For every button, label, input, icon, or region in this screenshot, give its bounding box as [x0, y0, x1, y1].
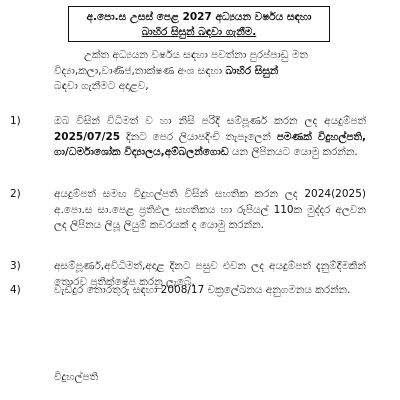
intro-highlight: බාහිර සිසුන් [225, 64, 279, 77]
deadline-date: 2025/07/25 [54, 130, 121, 143]
title-line-2: බාහිර සිසුන් බඳවා ගැනීම. [141, 26, 257, 38]
item-number-2: 2) [10, 188, 21, 200]
item-1-part-5: යන ලිපිනයට යොමු කරන්න. [228, 146, 358, 158]
item-text-2: අයදුම්පත් සමඟ විදුහල්පති විසින් සහතික කරන ලද 2024(2025) අ.පො.ස සා.පෙළ ප්‍රතිඵල සහතිකය හා රුපියල් 110ක මුද්දර අලවන ලද ලිපිනය ලියූ ලියුම් කවරයක් ද යොමු කරන්න. [54, 188, 366, 231]
signature-title: විදුහල්පති [54, 371, 99, 383]
intro-line-1: උක්ත අධ්‍යයන වර්ෂය සඳහා පවත්නා පුරප්පාඩු මත [84, 49, 308, 61]
mailing-address: පමණක් විදුහල්පති, ගා/ධර්මාශෝක විද්‍යාලය,අම්බලන්ගොඩ [54, 130, 366, 158]
intro-line-3: බඳවා ගැනීමට අදාළව, [54, 80, 149, 92]
item-1-part-3: දිනට පෙර ලියාපදිංචි තැපෑලෙන් [120, 130, 277, 143]
item-number-1: 1) [10, 115, 21, 127]
intro-line-2 [54, 64, 366, 80]
intro-paragraph [54, 48, 366, 95]
item-text-1 [54, 114, 366, 161]
item-text-3: අසම්පූර්ණ,අවිධිමත්,අදාළ දිනට පසුව එවන ලද අයදුම්පත් දැනුම්දීමකින් තොරව ප්‍රතික්ෂේප කරනු ලැබේ. [54, 260, 366, 288]
item-number-4: 4) [10, 284, 21, 296]
item-1-part-1: ඔබ විසින් විධිමත් ව හා නිසි පරිදි සම්පූර්ණ කරන ලද අයදුම්පත් [54, 115, 366, 127]
item-number-3: 3) [10, 260, 21, 272]
title-line-1: අ.පො.ස උසස් පෙළ 2027 අධ්‍යයන වර්ෂය සඳහා [86, 11, 312, 23]
notice-title-box [68, 6, 330, 42]
intro-line-2-text: විද්‍යා,කලා,වාණිජ,තාක්ෂණ අංශ සඳහා [54, 64, 226, 77]
item-text-4: වැඩිදුර තොරතුරු සඳහා 2008/17 චක්‍රලේඛනය අනුගමනය කරන්න. [54, 284, 351, 296]
